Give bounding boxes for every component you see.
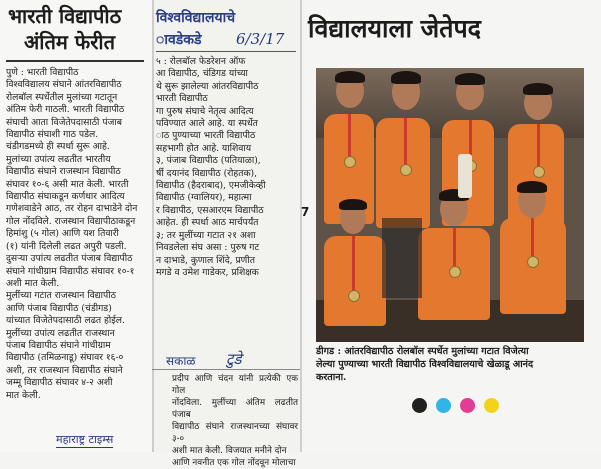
article-body-continued: प्रदीप आणि चंदन यांनी प्रत्येकी एक गोल नोंदविला. मुलींच्या अंतिम लढतीत पंजाब विद्यापीठ संघाने राजस्थानच्या संघावर ३-० अशी मात केली. विजयात मनीने दोन आणि नवनीत एक गोल नोंदवून मोलाचा	[172, 374, 298, 468]
clipping-middle	[152, 0, 300, 468]
headline-line1: भारती विद्यापीठ	[8, 4, 122, 28]
headline-line2: ावडेकडे	[156, 32, 202, 48]
headline-line1: विश्वविद्यालयाचे	[156, 10, 236, 26]
registration-mark-black	[412, 398, 427, 413]
headline-rule	[156, 51, 296, 52]
registration-mark-magenta	[460, 398, 475, 413]
photo-caption: डीगड : आंतरविद्यापीठ रोलबॉल स्पर्धेत मुलांच्या गटात विजेत्या लेल्या पुण्याच्या भारती विद्यापीठ विश्वविद्यालयाचे खेळाडू आनंद करताना.	[316, 346, 534, 383]
divider	[152, 0, 154, 452]
player-figure	[322, 68, 590, 342]
source-stamp: सकाळ	[166, 354, 196, 368]
article-body: ५ : रोलबॉल फेडरेशन ऑफ आ विद्यापीठ, चंडिगड यांच्या थे सुरू झालेल्या आंतरविद्यापीठ भारती विद्यापीठ गा पुरुष संघाचे नेतृत्व आदित्य पविण्यात आले आहे. या स्पर्धेत ाठ पुण्याच्या भारती विद्यापीठ सहभागी होत आहे. याशिवाय ३, पंजाब विद्यापीठ (पतियाळा), र्षी दयानंद विद्यापीठ (रोहतक), विद्यापीठ (हैदराबाद), एमजीकेव्ही विद्यापीठ (ग्वालियर), महात्मा र विद्यापीठ, एसआरएम विद्यापीठ आहेत. ही स्पर्धा आठ मार्चपर्यंत ३; तर मुलींच्या गटात २१ अशा निवडलेला संघ असा : पुरुष गट न दाभाडे, कुणाल शिंदे, प्रणीत मगडे व उमेश गाडेकर, प्रशिक्षक	[156, 56, 266, 278]
headline-rule	[6, 60, 144, 62]
team-photo	[316, 68, 584, 342]
trophy	[458, 154, 472, 198]
registration-mark-cyan	[436, 398, 451, 413]
column-marker: 7	[301, 205, 310, 219]
clipping-left	[0, 0, 152, 452]
source-stamp: महाराष्ट्र टाइम्स	[56, 433, 114, 446]
handwritten-date: 6/3/17	[236, 30, 285, 48]
divider	[152, 369, 300, 370]
article-body: पुणे : भारती विद्यापीठ विश्वविद्यालय संघाने आंतरविद्यापीठ रोलबॉल स्पर्धेतील मुलांच्या गटातून अंतिम फेरी गाठली. भारती विद्यापीठ संघाची आता विजेतेपदासाठी पंजाब विद्यापीठ संघाशी गाठ पडेल. चंडीगडमध्ये ही स्पर्धा सुरू आहे. मुलांच्या उपांत्य लढतीत भारतीय विद्यापीठ संघाने राजस्थान विद्यापीठ संघावर १०-६ असी मात केली. भारती विद्यापीठ संघाकडून कर्णधार आदित्य गणेशवाडेने आठ, तर रोहन दाभाडेने दोन गोल नोंदविले. राजस्थान विद्यापीठाकडून हिमांशु (५ गोल) आणि यश तिवारी (१) यांनी दिलेली लढत अपुरी पडली. दुसऱ्या उपांत्य लढतीत पंजाब विद्यापीठ संघाने गांधीग्राम विद्यापीठ संघावर १०-१ अशी मात केली. मुलींच्या गटात राजस्थान विद्यापीठ आणि पंजाब विद्यापीठ (चंडीगड) यांच्यात विजेतेपदासाठी लढत होईल. मुलींच्या उपांत्य लढतीत राजस्थान पंजाब विद्यापीठ संघाने गांधीग्राम विद्यापीठ (तमिळनाडू) संघावर १६-० अशी, तर राजस्थान विद्यापीठ संघाने जम्मू विद्यापीठ संघावर ४-२ अशी मात केली.	[6, 67, 138, 401]
handwritten-initials: टुडे	[226, 350, 242, 368]
headline-line2: अंतिम फेरीत	[24, 30, 115, 54]
registration-mark-yellow	[484, 398, 499, 413]
divider	[300, 0, 302, 452]
headline: विद्यालयाला जेतेपद	[308, 14, 481, 43]
